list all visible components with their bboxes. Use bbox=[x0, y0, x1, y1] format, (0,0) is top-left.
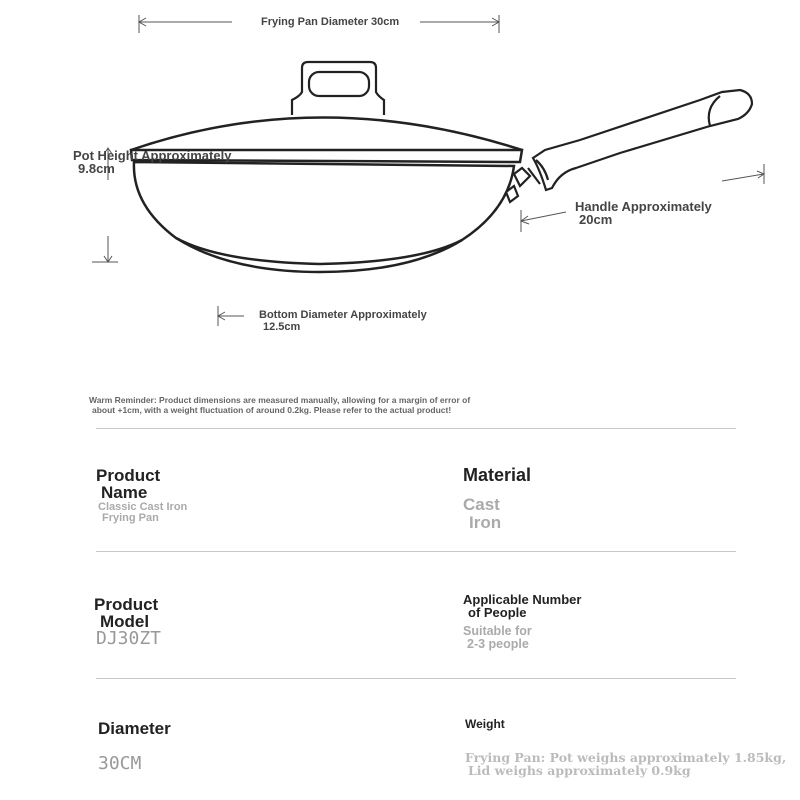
spec-value: Classic Cast Iron bbox=[98, 501, 188, 513]
warm-reminder-line2: about +1cm, with a weight fluctuation of around 0.2kg. Please refer to the actual product! bbox=[92, 405, 452, 415]
handle-dimension-value: 20cm bbox=[579, 212, 613, 227]
spec-label: Weight bbox=[465, 717, 505, 731]
spec-label: Product bbox=[96, 466, 161, 485]
spec-label: Diameter bbox=[98, 719, 171, 738]
spec-value: Frying Pan bbox=[102, 512, 159, 524]
frying-pan-illustration bbox=[0, 0, 800, 360]
bottom-dimension-label: Bottom Diameter Approximately bbox=[259, 309, 427, 321]
spec-value: Iron bbox=[469, 513, 502, 532]
spec-diameter bbox=[98, 720, 171, 774]
divider bbox=[96, 428, 736, 429]
bottom-dimension-value: 12.5cm bbox=[263, 321, 301, 333]
spec-label: Product bbox=[94, 595, 159, 614]
spec-label: of People bbox=[468, 605, 527, 620]
divider bbox=[96, 678, 736, 679]
height-dimension-value: 9.8cm bbox=[78, 161, 115, 176]
spec-product-model bbox=[94, 596, 161, 649]
lid-knob bbox=[292, 62, 384, 115]
divider bbox=[96, 551, 736, 552]
spec-value: DJ30ZT bbox=[96, 628, 162, 649]
handle-dimension-label: Handle Approximately bbox=[575, 199, 712, 214]
spec-value: Suitable for bbox=[463, 624, 532, 638]
bottom-dimension-line bbox=[218, 306, 244, 326]
spec-label: Material bbox=[463, 465, 532, 485]
diameter-dimension-label: Frying Pan Diameter 30cm bbox=[261, 16, 400, 28]
spec-value: Lid weighs approximately 0.9kg bbox=[468, 763, 691, 778]
pan-body bbox=[134, 162, 514, 272]
spec-value: Frying Pan: Pot weighs approximately 1.85kg, bbox=[465, 750, 787, 765]
warm-reminder bbox=[89, 395, 470, 415]
warm-reminder-line1: Warm Reminder: Product dimensions are measured manually, allowing for a margin of error of bbox=[89, 395, 471, 405]
spec-value: 30CM bbox=[98, 753, 142, 774]
spec-applicable-people bbox=[463, 593, 581, 651]
pan-handle bbox=[506, 90, 752, 202]
spec-product-name bbox=[96, 467, 187, 524]
spec-value: 2-3 people bbox=[467, 637, 529, 651]
spec-value: Cast bbox=[463, 495, 500, 514]
height-dimension-label: Pot Height Approximately bbox=[73, 148, 232, 163]
spec-label: Name bbox=[101, 483, 148, 502]
spec-weight bbox=[465, 718, 786, 777]
spec-label: Model bbox=[100, 612, 150, 631]
spec-material bbox=[463, 467, 531, 532]
spec-label: Applicable Number bbox=[463, 592, 582, 607]
